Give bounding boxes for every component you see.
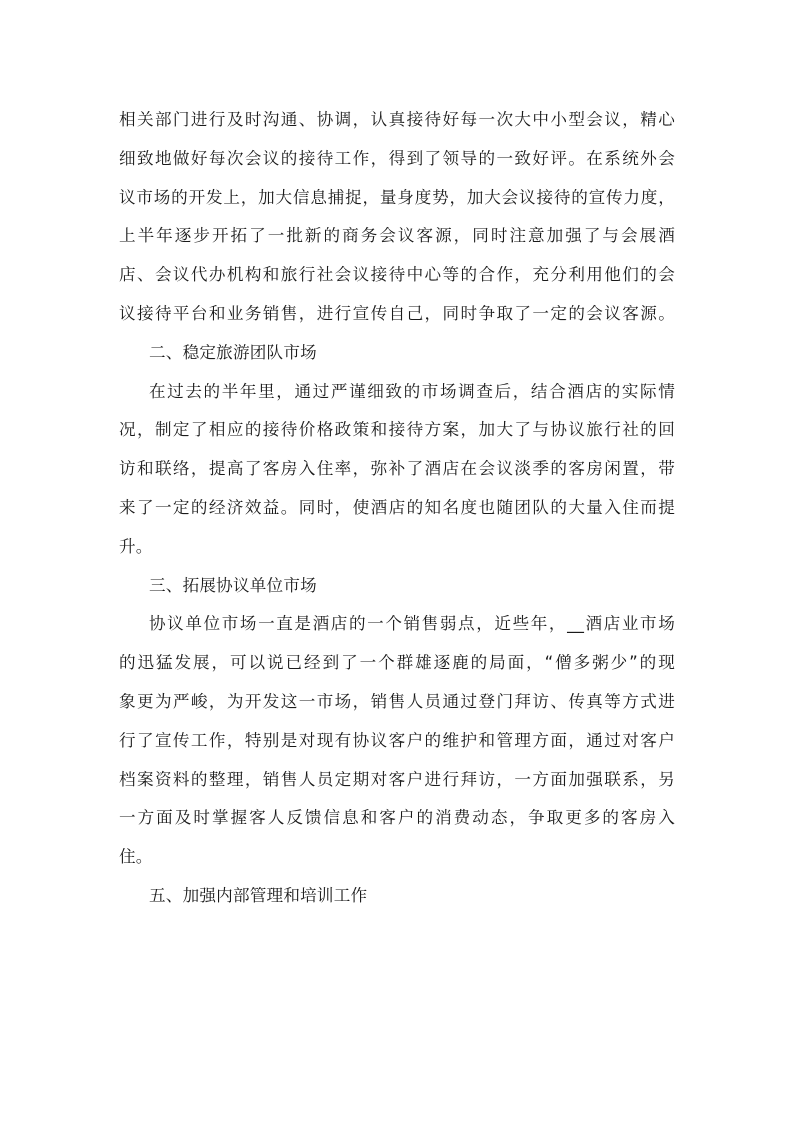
text-line: 相关部门进行及时沟通、协调，认真接待好每一次大中小型会议，精心 (119, 110, 675, 129)
text-line: 二、稳定旅游团队市场 (149, 342, 317, 362)
text-line: 的迅猛发展，可以说已经到了一个群雄逐鹿的局面，“僧多粥少”的现 (119, 653, 675, 673)
text-line: 档案资料的整理，销售人员定期对客户进行拜访，一方面加强联系，另 (119, 769, 675, 789)
text-line: 议接待平台和业务销售，进行宣传自己，同时争取了一定的会议客源。 (119, 303, 675, 323)
document-body (119, 101, 675, 916)
text-line: 三、拓展协议单位市场 (149, 575, 317, 595)
text-line: 议市场的开发上，加大信息捕捉，量身度势，加大会议接待的宣传力度， (119, 187, 675, 207)
text-line: 住。 (119, 847, 153, 867)
text-line: 协议单位市场一直是酒店的一个销售弱点，近些年，__酒店业市场 (149, 614, 675, 634)
text-line: 况，制定了相应的接待价格政策和接待方案，加大了与协议旅行社的回 (119, 420, 675, 440)
text-line: 象更为严峻，为开发这一市场，销售人员通过登门拜访、传真等方式进 (119, 691, 675, 711)
text-line: 升。 (119, 536, 153, 556)
text-line: 细致地做好每次会议的接待工作，得到了领导的一致好评。在系统外会 (119, 148, 675, 168)
text-line: 一方面及时掌握客人反馈信息和客户的消费动态，争取更多的客房入 (119, 808, 675, 828)
text-line: 上半年逐步开拓了一批新的商务会议客源，同时注意加强了与会展酒 (119, 226, 675, 246)
text-line: 五、加强内部管理和培训工作 (149, 885, 368, 905)
text-line: 访和联络，提高了客房入住率，弥补了酒店在会议淡季的客房闲置，带 (119, 459, 675, 479)
text-line: 来了一定的经济效益。同时，使酒店的知名度也随团队的大量入住而提 (119, 497, 675, 517)
text-line: 店、会议代办机构和旅行社会议接待中心等的合作，充分利用他们的会 (119, 265, 675, 285)
text-line: 行了宣传工作，特别是对现有协议客户的维护和管理方面，通过对客户 (119, 730, 675, 750)
text-line: 在过去的半年里，通过严谨细致的市场调查后，结合酒店的实际情 (149, 381, 675, 401)
